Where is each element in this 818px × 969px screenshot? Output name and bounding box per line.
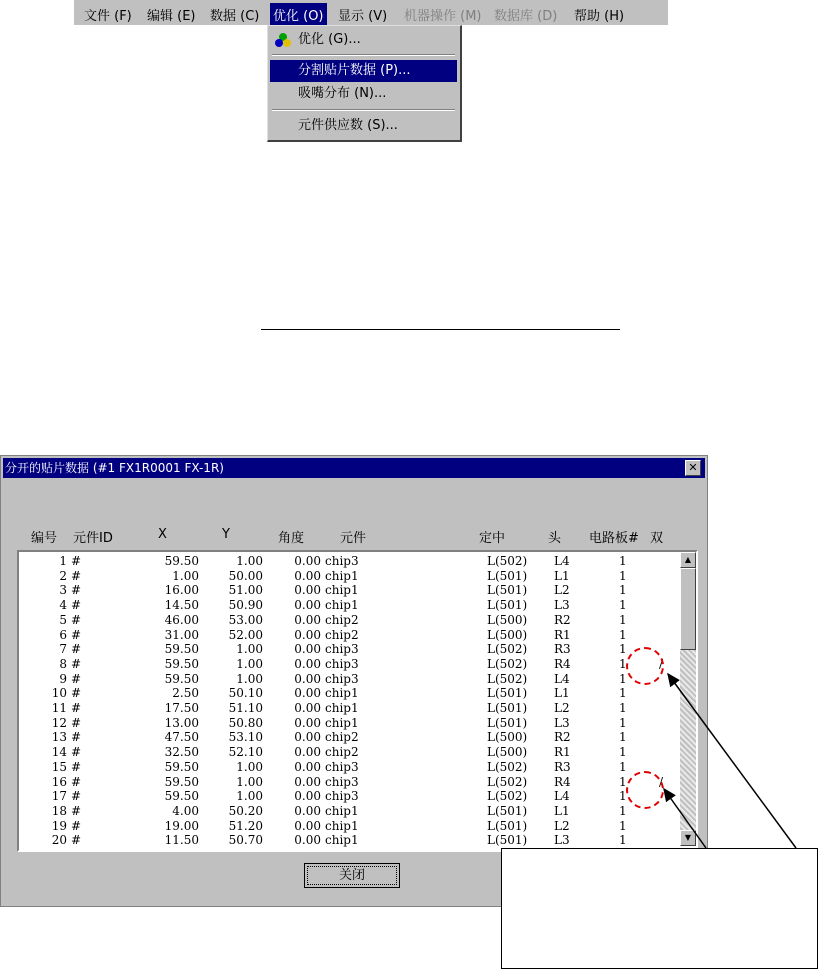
column-header-board: 电路板# [589,531,639,546]
cell-board: 1 [619,686,627,701]
cell-x: 59.50 [164,642,199,657]
menu-database[interactable]: 数据库 (D) [494,9,558,24]
column-header-y: Y [222,527,230,542]
cell-center: L(501) [487,803,528,818]
cell-head: L3 [554,715,570,730]
cell-y: 1.00 [236,642,263,657]
cell-board: 1 [619,803,627,818]
column-header-head: 头 [548,531,562,546]
arrow-to-row-16 [664,789,706,848]
column-header-centering: 定中 [479,531,506,546]
cell-head: L4 [554,554,570,568]
cell-angle: 0.00 [294,833,321,848]
cell-x: 19.00 [164,818,199,833]
cell-angle: 0.00 [294,818,321,833]
cell-board: 1 [619,671,627,686]
cell-x: 13.00 [164,715,199,730]
cell-y: 1.00 [236,554,263,568]
cell-part: chip2 [325,612,359,627]
cell-y: 50.00 [228,568,263,583]
cell-center: L(501) [487,583,528,598]
cell-center: L(502) [487,656,528,671]
cell-no: 18 [51,803,67,818]
cell-y: 52.00 [228,627,263,642]
cell-center: L(502) [487,554,528,568]
cell-id: # [71,583,82,598]
cell-no: 9 [59,671,67,686]
cell-center: L(501) [487,833,528,848]
cell-y: 50.90 [228,598,263,613]
column-header-x: X [158,527,167,542]
cell-part: chip1 [325,583,359,598]
cell-x: 47.50 [164,730,199,745]
cell-board: 1 [619,789,627,804]
dialog-title: 分开的贴片数据 (#1 FX1R0001 FX-1R) [5,461,224,475]
cell-x: 59.50 [164,789,199,804]
cell-part: chip1 [325,568,359,583]
cell-angle: 0.00 [294,568,321,583]
cell-id: # [71,774,82,789]
cell-angle: 0.00 [294,745,321,760]
cell-head: L2 [554,701,570,715]
cell-y: 1.00 [236,656,263,671]
menu-item-label: 优化 (G)... [298,32,361,47]
column-header-dual: 双 [650,531,664,546]
cell-y: 50.20 [228,803,263,818]
cell-id: # [71,671,82,686]
cell-id: # [71,686,82,701]
cell-board: 1 [619,701,627,715]
cell-angle: 0.00 [294,730,321,745]
cell-head: R1 [554,627,571,642]
cell-center: L(502) [487,789,528,804]
cell-head: L1 [554,803,570,818]
column-header-angle: 角度 [278,531,305,546]
cell-angle: 0.00 [294,671,321,686]
cell-head: L2 [554,583,570,598]
cell-no: 13 [51,730,67,745]
cell-board: 1 [619,774,627,789]
scroll-down-button[interactable]: ▼ [680,830,696,846]
cell-part: chip3 [325,642,359,657]
cell-head: L3 [554,833,570,848]
cell-head: L4 [554,789,570,804]
cell-x: 59.50 [164,774,199,789]
cell-head: R4 [554,774,571,789]
cell-y: 51.10 [228,701,263,715]
cell-no: 4 [59,598,67,613]
cell-center: L(502) [487,774,528,789]
menu-optimize[interactable]: 优化 (O) [270,3,327,26]
cell-x: 4.00 [172,803,199,818]
cell-id: # [71,803,82,818]
cell-part: chip3 [325,656,359,671]
cell-id: # [71,715,82,730]
cell-board: 1 [619,627,627,642]
cell-board: 1 [619,554,627,568]
cell-board: 1 [619,730,627,745]
cell-x: 46.00 [164,612,199,627]
cell-part: chip3 [325,774,359,789]
cell-angle: 0.00 [294,583,321,598]
cell-dual: / [659,656,664,671]
cell-no: 12 [51,715,67,730]
cell-no: 1 [59,554,67,568]
cell-x: 59.50 [164,656,199,671]
cell-id: # [71,745,82,760]
menu-item-label: 元件供应数 (S)... [298,118,398,133]
close-icon[interactable]: ✕ [685,460,701,476]
menu-item-label: 吸嘴分布 (N)... [298,86,387,101]
cell-y: 1.00 [236,789,263,804]
cell-x: 1.00 [172,568,199,583]
cell-center: L(500) [487,627,528,642]
cell-x: 59.50 [164,759,199,774]
close-button-label: 关闭 [307,866,397,885]
cell-board: 1 [619,598,627,613]
cell-id: # [71,612,82,627]
cell-no: 10 [51,686,67,701]
menu-item-label: 分割贴片数据 (P)... [298,63,411,78]
cell-head: R3 [554,642,571,657]
column-header-part: 元件 [340,531,367,546]
cell-board: 1 [619,583,627,598]
cell-board: 1 [619,759,627,774]
cell-head: L2 [554,818,570,833]
cell-id: # [71,656,82,671]
cell-id: # [71,598,82,613]
cell-head: R1 [554,745,571,760]
cell-center: L(501) [487,701,528,715]
cell-dual: / [659,774,664,789]
cell-x: 59.50 [164,671,199,686]
cell-no: 20 [51,833,67,848]
cell-y: 50.80 [228,715,263,730]
cell-y: 50.10 [228,686,263,701]
cell-part: chip2 [325,627,359,642]
cell-board: 1 [619,715,627,730]
cell-y: 1.00 [236,774,263,789]
cell-id: # [71,568,82,583]
cell-part: chip3 [325,554,359,568]
cell-x: 59.50 [164,554,199,568]
menu-view[interactable]: 显示 (V) [338,9,388,24]
cell-head: R3 [554,759,571,774]
cell-no: 14 [51,745,67,760]
cell-id: # [71,818,82,833]
cell-angle: 0.00 [294,774,321,789]
cell-part: chip1 [325,818,359,833]
scroll-up-button[interactable]: ▲ [680,552,696,568]
cell-x: 17.50 [164,701,199,715]
cell-angle: 0.00 [294,642,321,657]
cell-center: L(501) [487,598,528,613]
cell-angle: 0.00 [294,612,321,627]
menu-machine-operation[interactable]: 机器操作 (M) [404,9,482,24]
column-header-part-id: 元件ID [73,531,113,546]
cell-x: 14.50 [164,598,199,613]
menu-help[interactable]: 帮助 (H) [574,9,625,24]
cell-center: L(500) [487,745,528,760]
menu-data[interactable]: 数据 (C) [210,9,260,24]
cell-head: L1 [554,686,570,701]
cell-id: # [71,627,82,642]
cell-part: chip2 [325,745,359,760]
cell-board: 1 [619,642,627,657]
cell-part: chip1 [325,715,359,730]
cell-id: # [71,730,82,745]
cell-y: 53.10 [228,730,263,745]
cell-id: # [71,554,82,568]
cell-no: 6 [59,627,67,642]
cell-head: R2 [554,612,571,627]
cell-angle: 0.00 [294,715,321,730]
cell-y: 1.00 [236,759,263,774]
cell-angle: 0.00 [294,656,321,671]
cell-center: L(501) [487,686,528,701]
cell-y: 1.00 [236,671,263,686]
cell-x: 16.00 [164,583,199,598]
cell-center: L(500) [487,730,528,745]
cell-no: 8 [59,656,67,671]
cell-center: L(502) [487,642,528,657]
cell-part: chip1 [325,833,359,848]
cell-y: 53.00 [228,612,263,627]
cell-angle: 0.00 [294,701,321,715]
cell-part: chip1 [325,701,359,715]
menu-edit[interactable]: 编辑 (E) [147,9,196,24]
cell-part: chip1 [325,598,359,613]
cell-y: 50.70 [228,833,263,848]
cell-center: L(500) [487,612,528,627]
cell-no: 11 [51,701,67,715]
cell-no: 19 [51,818,67,833]
cell-part: chip1 [325,803,359,818]
cell-no: 5 [59,612,67,627]
column-header-no: 编号 [31,531,58,546]
cell-angle: 0.00 [294,598,321,613]
cell-id: # [71,789,82,804]
cell-center: L(501) [487,568,528,583]
cell-no: 2 [59,568,67,583]
cell-center: L(501) [487,818,528,833]
cell-angle: 0.00 [294,803,321,818]
cell-part: chip3 [325,759,359,774]
cell-head: L3 [554,598,570,613]
cell-board: 1 [619,568,627,583]
menu-file[interactable]: 文件 (F) [84,9,132,24]
cell-id: # [71,701,82,715]
cell-id: # [71,642,82,657]
callout-box [501,848,818,969]
cell-x: 32.50 [164,745,199,760]
cell-board: 1 [619,818,627,833]
cell-board: 1 [619,745,627,760]
cell-part: chip3 [325,671,359,686]
cell-y: 51.00 [228,583,263,598]
cell-no: 15 [51,759,67,774]
cell-center: L(501) [487,715,528,730]
cell-id: # [71,759,82,774]
cell-board: 1 [619,656,627,671]
cell-y: 51.20 [228,818,263,833]
cell-part: chip1 [325,686,359,701]
cell-center: L(502) [487,759,528,774]
cell-no: 7 [59,642,67,657]
cell-board: 1 [619,612,627,627]
cell-head: L4 [554,671,570,686]
cell-angle: 0.00 [294,789,321,804]
cell-no: 16 [51,774,67,789]
cell-id: # [71,833,82,848]
cell-x: 2.50 [172,686,199,701]
cell-head: R2 [554,730,571,745]
cell-center: L(502) [487,671,528,686]
cell-no: 3 [59,583,67,598]
cell-y: 52.10 [228,745,263,760]
cell-part: chip2 [325,730,359,745]
cell-x: 11.50 [164,833,199,848]
cell-angle: 0.00 [294,627,321,642]
cell-angle: 0.00 [294,759,321,774]
cell-head: L1 [554,568,570,583]
cell-board: 1 [619,833,627,848]
cell-angle: 0.00 [294,554,321,568]
cell-head: R4 [554,656,571,671]
cell-angle: 0.00 [294,686,321,701]
cell-x: 31.00 [164,627,199,642]
cell-part: chip3 [325,789,359,804]
cell-no: 17 [51,789,67,804]
